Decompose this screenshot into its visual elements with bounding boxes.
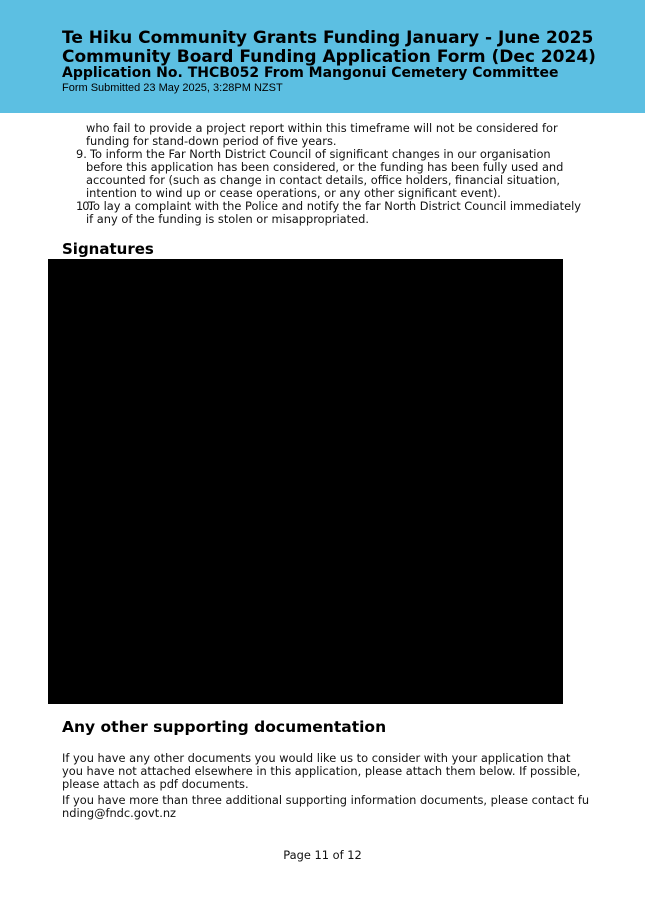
paragraph-line: If you have more than three additional supporting information documents, please contact fu (62, 793, 590, 807)
list-item-number: 10. (76, 199, 92, 213)
header-title-line1: Te Hiku Community Grants Funding January - June 2025 (62, 28, 594, 48)
paragraph-line: nding@fndc.govt.nz (62, 806, 177, 820)
list-item-number: 9. (76, 147, 87, 161)
form-header (0, 0, 645, 113)
supporting-docs-heading: Any other supporting documentation (62, 718, 387, 736)
list-item-line: To lay a complaint with the Police and notify the far North District Council immediately (88, 199, 581, 213)
signatures-heading: Signatures (62, 240, 154, 258)
paragraph-line: please attach as pdf documents. (62, 777, 249, 791)
list-continuation-line: who fail to provide a project report within this timeframe will not be considered for (86, 121, 558, 135)
list-continuation-line: funding for stand-down period of five years. (86, 134, 337, 148)
header-application-line: Application No. THCB052 From Mangonui Cemetery Committee (62, 65, 559, 81)
page-number: Page 11 of 12 (283, 848, 362, 862)
paragraph-line: you have not attached elsewhere in this application, please attach them below. If possible, (62, 764, 581, 778)
paragraph-line: If you have any other documents you would like us to consider with your application that (62, 751, 571, 765)
list-item-line: before this application has been considered, or the funding has been fully used and (86, 160, 564, 174)
header-submitted-line: Form Submitted 23 May 2025, 3:28PM NZST (62, 82, 283, 94)
list-item-line: intention to wind up or cease operations, or any other significant event). (86, 186, 501, 200)
list-item-line: accounted for (such as change in contact details, office holders, financial situation, (86, 173, 561, 187)
header-title-line2: Community Board Funding Application Form (Dec 2024) (62, 47, 596, 67)
signature-image (48, 259, 563, 704)
list-item-line: if any of the funding is stolen or misappropriated. (86, 212, 369, 226)
list-item-line: To inform the Far North District Council of significant changes in our organisation (90, 147, 551, 161)
